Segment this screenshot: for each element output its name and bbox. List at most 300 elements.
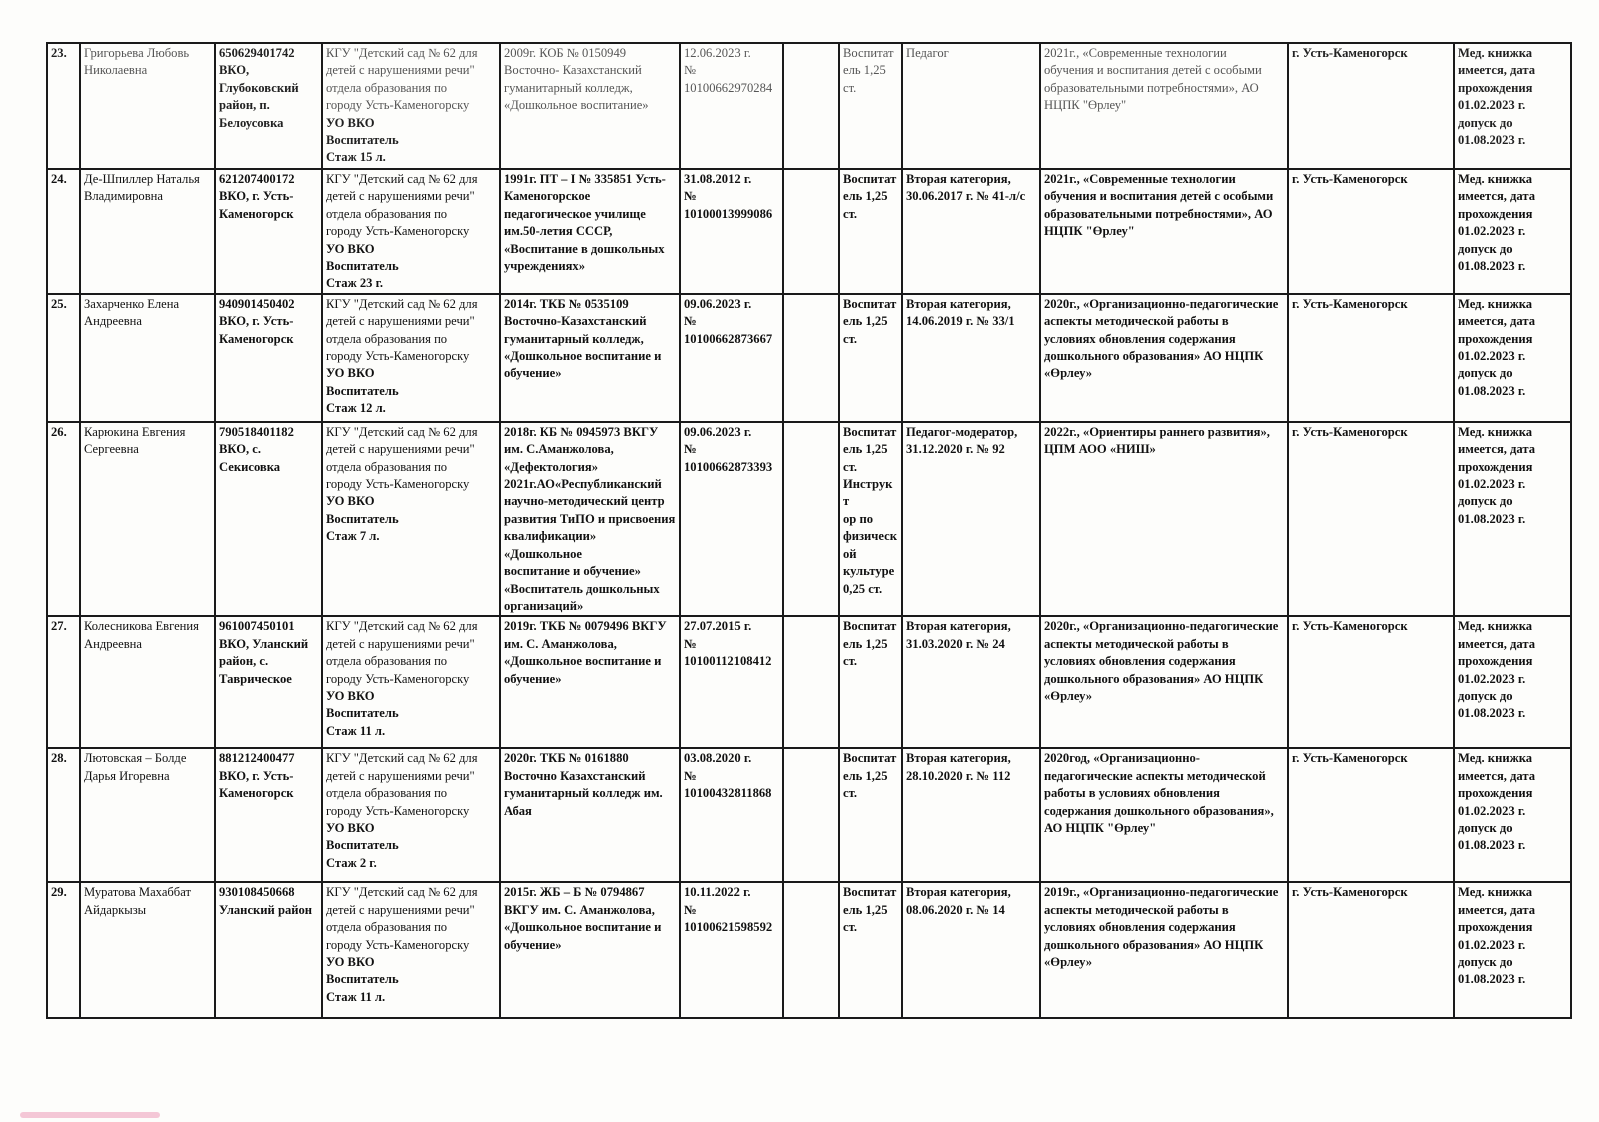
cell-certificate-line: 10100112108412: [684, 654, 772, 669]
cell-courses-line: обучения и воспитания детей с особыми: [1044, 189, 1274, 204]
cell-workplace-line: отдела образования по: [326, 654, 448, 669]
cell-workplace-line: детей с нарушениями речи": [326, 902, 475, 917]
cell-full-name-line: Захарченко Елена: [84, 296, 180, 311]
cell-position-line: ель 1,25: [843, 63, 886, 78]
cell-position: [839, 169, 902, 294]
cell-workplace-line: УО ВКО: [326, 366, 375, 381]
cell-iin-address-line: Белоусовка: [219, 115, 284, 130]
cell-city: [1288, 616, 1454, 748]
cell-education-line: обучение»: [504, 937, 562, 952]
cell-courses-line: 2022г., «Ориентиры раннего развития»,: [1044, 424, 1270, 439]
cell-medical-book-line: 01.08.2023 г.: [1458, 511, 1526, 526]
cell-position-line: ой: [843, 546, 857, 561]
cell-education-line: им. С.Аманжолова,: [504, 442, 614, 457]
cell-education-line: «Дошкольное воспитание и: [504, 654, 662, 669]
cell-medical-book-line: 01.08.2023 г.: [1458, 259, 1526, 274]
cell-full-name-line: Андреевна: [84, 636, 142, 651]
cell-education: [500, 882, 680, 1018]
cell-courses-line: «Өрлеу»: [1044, 366, 1093, 381]
cell-workplace-line: КГУ "Детский сад № 62 для: [326, 619, 478, 634]
cell-empty: [783, 616, 839, 748]
cell-number: [47, 616, 80, 748]
cell-courses-line: дошкольного образования» АО НЦПК: [1044, 937, 1264, 952]
cell-position: [839, 616, 902, 748]
cell-medical-book-line: Мед. книжка: [1458, 619, 1533, 634]
cell-workplace-line: Воспитатель: [326, 972, 399, 987]
cell-workplace-line: УО ВКО: [326, 115, 375, 130]
cell-position-line: ст.: [843, 80, 857, 95]
cell-iin-address: [215, 748, 322, 882]
cell-iin-address-line: 881212400477: [219, 751, 295, 766]
cell-iin-address-line: ВКО,: [219, 63, 250, 78]
cell-education-line: 2014г. ТКБ № 0535109: [504, 296, 629, 311]
table-row: [47, 422, 1571, 616]
cell-education-line: 2009г. КОБ № 0150949: [504, 46, 627, 60]
cell-workplace-line: городу Усть-Каменогорску: [326, 937, 470, 952]
cell-medical-book-line: имеется, дата: [1458, 768, 1536, 783]
cell-medical-book-line: имеется, дата: [1458, 442, 1536, 457]
cell-category: [902, 294, 1040, 422]
cell-iin-address: [215, 422, 322, 616]
cell-certificate-line: 10100662873393: [684, 459, 773, 474]
cell-education-line: 2018г. КБ № 0945973 ВКГУ: [504, 424, 659, 439]
cell-education-line: 1991г. ПТ – I № 335851 Усть-: [504, 172, 666, 186]
cell-position-line: ст.: [843, 459, 857, 474]
cell-iin-address: [215, 294, 322, 422]
table-row: [47, 43, 1571, 169]
cell-courses: [1040, 748, 1288, 882]
row-number: 28.: [51, 751, 67, 766]
row-number: 26.: [51, 424, 67, 439]
cell-workplace: [322, 882, 500, 1018]
cell-medical-book-line: имеется, дата: [1458, 189, 1536, 204]
cell-city: [1288, 294, 1454, 422]
cell-position-line: ст.: [843, 920, 857, 935]
cell-courses-line: аспекты методической работы в: [1044, 902, 1229, 917]
cell-medical-book-line: Мед. книжка: [1458, 46, 1533, 60]
cell-medical-book-line: допуск до: [1458, 241, 1513, 256]
cell-medical-book-line: 01.02.2023 г.: [1458, 803, 1526, 818]
cell-medical-book: [1454, 616, 1571, 748]
row-number: 27.: [51, 619, 67, 634]
cell-category: [902, 616, 1040, 748]
cell-iin-address: [215, 169, 322, 294]
cell-iin-address-line: Глубоковский: [219, 80, 299, 95]
cell-empty: [783, 294, 839, 422]
cell-position-line: Воспитат: [843, 751, 897, 766]
cell-workplace-line: УО ВКО: [326, 241, 375, 256]
cell-workplace-line: Стаж 15 л.: [326, 150, 386, 165]
cell-courses-line: условиях обновления содержания: [1044, 920, 1236, 935]
cell-courses: [1040, 294, 1288, 422]
cell-certificate-line: №: [684, 902, 697, 917]
cell-iin-address-line: 930108450668: [219, 885, 295, 900]
cell-iin-address-line: 961007450101: [219, 619, 295, 634]
cell-education-line: обучение»: [504, 366, 562, 381]
cell-workplace-line: Стаж 12 л.: [326, 401, 386, 416]
cell-iin-address-line: Каменогорск: [219, 786, 294, 801]
cell-medical-book-line: прохождения: [1458, 80, 1533, 95]
cell-position-line: 0,25 ст.: [843, 581, 883, 596]
cell-medical-book-line: 01.08.2023 г.: [1458, 383, 1526, 398]
cell-workplace-line: КГУ "Детский сад № 62 для: [326, 751, 478, 766]
cell-workplace-line: городу Усть-Каменогорску: [326, 803, 470, 818]
cell-category: [902, 882, 1040, 1018]
cell-iin-address-line: 621207400172: [219, 172, 295, 186]
cell-medical-book-line: прохождения: [1458, 459, 1533, 474]
row-number: 29.: [51, 885, 67, 900]
cell-position-line: ель 1,25: [843, 189, 888, 204]
cell-position: [839, 294, 902, 422]
cell-courses-line: 2019г., «Организационно-педагогические: [1044, 885, 1279, 900]
table-row: [47, 294, 1571, 422]
cell-certificate-line: 10100621598592: [684, 920, 773, 935]
cell-medical-book-line: прохождения: [1458, 920, 1533, 935]
cell-full-name-line: Андреевна: [84, 314, 142, 329]
cell-certificate-line: №: [684, 768, 697, 783]
cell-courses: [1040, 43, 1288, 169]
cell-city: [1288, 748, 1454, 882]
cell-certificate: [680, 43, 783, 169]
cell-medical-book-line: допуск до: [1458, 115, 1513, 130]
cell-empty: [783, 422, 839, 616]
cell-certificate-line: 12.06.2023 г.: [684, 46, 751, 60]
cell-education-line: им. С. Аманжолова,: [504, 636, 617, 651]
cell-courses-line: аспекты методической работы в: [1044, 636, 1229, 651]
cell-certificate-line: №: [684, 636, 697, 651]
cell-courses-line: АО НЦПК "Өрлеу": [1044, 820, 1157, 835]
cell-medical-book-line: Мед. книжка: [1458, 172, 1533, 186]
cell-category-line: 31.12.2020 г. № 92: [906, 442, 1005, 457]
staff-table: [46, 42, 1572, 1019]
cell-workplace-line: КГУ "Детский сад № 62 для: [326, 46, 478, 60]
cell-workplace-line: Воспитатель: [326, 838, 399, 853]
cell-iin-address-line: 790518401182: [219, 424, 294, 439]
cell-certificate: [680, 748, 783, 882]
cell-workplace-line: городу Усть-Каменогорску: [326, 224, 470, 239]
cell-workplace-line: Стаж 11 л.: [326, 723, 386, 738]
cell-education-line: 2021г.АО«Республиканский: [504, 477, 662, 492]
cell-education-line: ВКГУ им. С. Аманжолова,: [504, 902, 655, 917]
cell-category-line: Педагог: [906, 46, 949, 60]
cell-medical-book: [1454, 169, 1571, 294]
cell-workplace-line: отдела образования по: [326, 206, 448, 221]
cell-workplace-line: отдела образования по: [326, 459, 448, 474]
cell-certificate-line: 10100432811868: [684, 786, 772, 801]
cell-iin-address-line: ВКО, г. Усть-: [219, 768, 294, 783]
cell-full-name-line: Владимировна: [84, 189, 163, 204]
cell-workplace-line: отдела образования по: [326, 331, 448, 346]
cell-position-line: ель 1,25: [843, 902, 888, 917]
cell-medical-book-line: 01.02.2023 г.: [1458, 98, 1526, 113]
cell-certificate-line: 10.11.2022 г.: [684, 885, 751, 900]
cell-city: [1288, 422, 1454, 616]
row-number: 25.: [51, 296, 67, 311]
cell-full-name-line: Карюкина Евгения: [84, 424, 186, 439]
cell-position-line: физическ: [843, 529, 897, 544]
cell-courses: [1040, 882, 1288, 1018]
cell-education-line: 2020г. ТКБ № 0161880: [504, 751, 629, 766]
cell-courses-line: содержания дошкольного образования»,: [1044, 803, 1274, 818]
cell-iin-address-line: Каменогорск: [219, 331, 294, 346]
table-row: [47, 169, 1571, 294]
cell-position-line: Воспитат: [843, 424, 897, 439]
cell-education-line: Восточно-Казахстанский: [504, 314, 647, 329]
cell-position-line: ор по: [843, 511, 874, 526]
cell-category-line: 14.06.2019 г. № 33/1: [906, 314, 1015, 329]
cell-workplace-line: КГУ "Детский сад № 62 для: [326, 885, 478, 900]
cell-workplace-line: КГУ "Детский сад № 62 для: [326, 296, 478, 311]
cell-workplace-line: отдела образования по: [326, 786, 448, 801]
cell-workplace: [322, 616, 500, 748]
cell-category-line: Вторая категория,: [906, 296, 1011, 311]
cell-courses-line: обучения и воспитания детей с особыми: [1044, 63, 1262, 78]
cell-workplace-line: Воспитатель: [326, 259, 399, 274]
cell-certificate-line: 10100662970284: [684, 80, 773, 95]
cell-certificate-line: №: [684, 189, 697, 204]
cell-workplace-line: городу Усть-Каменогорску: [326, 98, 470, 113]
cell-category: [902, 748, 1040, 882]
cell-courses-line: аспекты методической работы в: [1044, 314, 1229, 329]
cell-medical-book-line: 01.02.2023 г.: [1458, 224, 1526, 239]
cell-full-name: [80, 169, 215, 294]
cell-iin-address-line: Секисовка: [219, 459, 281, 474]
cell-medical-book: [1454, 294, 1571, 422]
cell-medical-book-line: допуск до: [1458, 820, 1513, 835]
cell-courses-line: педагогические аспекты методической: [1044, 768, 1266, 783]
cell-full-name: [80, 882, 215, 1018]
cell-courses-line: условиях обновления содержания: [1044, 331, 1236, 346]
cell-courses-line: 2021г., «Современные технологии: [1044, 46, 1227, 60]
cell-certificate-line: №: [684, 314, 697, 329]
cell-iin-address-line: ВКО, Уланский: [219, 636, 309, 651]
cell-iin-address-line: ВКО, с.: [219, 442, 262, 457]
cell-medical-book-line: допуск до: [1458, 688, 1513, 703]
cell-courses-line: образовательными потребностями», АО: [1044, 206, 1273, 221]
cell-courses-line: работы в условиях обновления: [1044, 786, 1220, 801]
cell-medical-book-line: 01.02.2023 г.: [1458, 477, 1526, 492]
cell-position-line: ель 1,25: [843, 442, 888, 457]
cell-medical-book-line: допуск до: [1458, 366, 1513, 381]
cell-iin-address-line: район, с.: [219, 654, 269, 669]
cell-medical-book-line: Мед. книжка: [1458, 296, 1533, 311]
cell-certificate-line: 31.08.2012 г.: [684, 172, 752, 186]
cell-certificate-line: 03.08.2020 г.: [684, 751, 752, 766]
cell-number: [47, 882, 80, 1018]
cell-courses-line: ЦПМ АОО «НИШ»: [1044, 442, 1156, 457]
cell-category: [902, 43, 1040, 169]
cell-education: [500, 422, 680, 616]
cell-city-line: г. Усть-Каменогорск: [1292, 751, 1408, 766]
cell-certificate: [680, 294, 783, 422]
cell-certificate-line: 09.06.2023 г.: [684, 424, 752, 439]
cell-full-name-line: Де-Шпиллер Наталья: [84, 172, 200, 186]
cell-full-name-line: Лютовская – Болде: [84, 751, 187, 766]
cell-education-line: Каменогорское: [504, 189, 591, 204]
cell-iin-address-line: ВКО, г. Усть-: [219, 189, 294, 204]
cell-workplace-line: Воспитатель: [326, 511, 399, 526]
cell-category-line: Вторая категория,: [906, 619, 1011, 634]
cell-iin-address: [215, 882, 322, 1018]
cell-medical-book-line: допуск до: [1458, 954, 1513, 969]
cell-workplace-line: УО ВКО: [326, 820, 375, 835]
cell-education-line: воспитание и обучение»: [504, 564, 641, 579]
cell-education-line: им.50-летия СССР,: [504, 224, 613, 239]
cell-city: [1288, 882, 1454, 1018]
cell-position-line: Воспитат: [843, 172, 897, 186]
cell-education: [500, 748, 680, 882]
cell-education-line: обучение»: [504, 671, 562, 686]
cell-iin-address-line: 940901450402: [219, 296, 295, 311]
table-row: [47, 748, 1571, 882]
cell-education-line: организаций»: [504, 598, 584, 613]
cell-courses-line: 2020г., «Организационно-педагогические: [1044, 296, 1279, 311]
cell-workplace-line: УО ВКО: [326, 494, 375, 509]
cell-position: [839, 422, 902, 616]
cell-medical-book-line: 01.02.2023 г.: [1458, 671, 1526, 686]
cell-certificate-line: №: [684, 442, 697, 457]
cell-education-line: «Дефектология»: [504, 459, 599, 474]
cell-courses-line: 2020г., «Организационно-педагогические: [1044, 619, 1279, 634]
cell-full-name-line: Сергеевна: [84, 442, 139, 457]
cell-medical-book-line: 01.08.2023 г.: [1458, 972, 1526, 987]
cell-medical-book-line: Мед. книжка: [1458, 885, 1533, 900]
cell-medical-book-line: прохождения: [1458, 331, 1533, 346]
cell-courses: [1040, 422, 1288, 616]
cell-education: [500, 616, 680, 748]
cell-education-line: «Дошкольное воспитание»: [504, 98, 649, 113]
cell-medical-book-line: прохождения: [1458, 654, 1533, 669]
cell-courses: [1040, 169, 1288, 294]
cell-workplace-line: Воспитатель: [326, 706, 399, 721]
cell-iin-address-line: 650629401742: [219, 46, 295, 60]
cell-position-line: Воспитат: [843, 46, 894, 60]
cell-full-name-line: Николаевна: [84, 63, 148, 78]
cell-iin-address: [215, 616, 322, 748]
cell-certificate: [680, 169, 783, 294]
cell-medical-book-line: 01.08.2023 г.: [1458, 838, 1526, 853]
cell-medical-book: [1454, 422, 1571, 616]
cell-medical-book-line: 01.08.2023 г.: [1458, 706, 1526, 721]
scan-mark: [20, 1112, 160, 1118]
cell-number: [47, 422, 80, 616]
cell-position-line: ст.: [843, 206, 857, 221]
table-body: [47, 43, 1571, 1018]
cell-empty: [783, 882, 839, 1018]
cell-courses-line: 2020год, «Организационно-: [1044, 751, 1200, 766]
cell-category-line: Вторая категория,: [906, 885, 1011, 900]
cell-full-name-line: Колесникова Евгения: [84, 619, 199, 634]
cell-medical-book-line: 01.08.2023 г.: [1458, 133, 1526, 148]
cell-position-line: Воспитат: [843, 296, 897, 311]
cell-education-line: 2015г. ЖБ – Б № 0794867: [504, 885, 645, 900]
table-row: [47, 616, 1571, 748]
cell-education: [500, 294, 680, 422]
cell-education: [500, 169, 680, 294]
cell-medical-book-line: 01.02.2023 г.: [1458, 937, 1526, 952]
cell-medical-book-line: имеется, дата: [1458, 63, 1536, 78]
row-number: 24.: [51, 172, 67, 186]
cell-number: [47, 294, 80, 422]
table-row: [47, 882, 1571, 1018]
cell-workplace-line: детей с нарушениями речи": [326, 768, 475, 783]
cell-position-line: ст.: [843, 786, 857, 801]
cell-workplace-line: КГУ "Детский сад № 62 для: [326, 424, 478, 439]
cell-category-line: Вторая категория,: [906, 751, 1011, 766]
cell-number: [47, 748, 80, 882]
cell-education-line: научно-методический центр: [504, 494, 665, 509]
cell-city: [1288, 169, 1454, 294]
cell-empty: [783, 43, 839, 169]
cell-workplace-line: детей с нарушениями речи": [326, 636, 475, 651]
cell-position: [839, 882, 902, 1018]
cell-number: [47, 43, 80, 169]
cell-workplace-line: отдела образования по: [326, 80, 448, 95]
cell-education-line: гуманитарный колледж,: [504, 331, 644, 346]
cell-position-line: Воспитат: [843, 619, 897, 634]
cell-courses-line: дошкольного образования» АО НЦПК: [1044, 671, 1264, 686]
cell-courses-line: НЦПК "Өрлеу": [1044, 98, 1127, 113]
cell-education-line: «Воспитатель дошкольных: [504, 581, 660, 596]
cell-full-name-line: Айдаркызы: [84, 902, 147, 917]
cell-courses-line: НЦПК "Өрлеу": [1044, 224, 1135, 239]
cell-education-line: квалификации» «Дошкольное: [504, 529, 597, 561]
cell-iin-address-line: ВКО, г. Усть-: [219, 314, 294, 329]
cell-full-name: [80, 422, 215, 616]
cell-iin-address-line: Каменогорск: [219, 206, 294, 221]
cell-workplace-line: городу Усть-Каменогорску: [326, 349, 470, 364]
cell-city-line: г. Усть-Каменогорск: [1292, 46, 1408, 60]
cell-category: [902, 169, 1040, 294]
cell-category-line: 31.03.2020 г. № 24: [906, 636, 1005, 651]
cell-position: [839, 748, 902, 882]
cell-position-line: ель 1,25: [843, 314, 888, 329]
cell-medical-book-line: прохождения: [1458, 786, 1533, 801]
cell-medical-book: [1454, 882, 1571, 1018]
cell-certificate-line: №: [684, 63, 697, 78]
cell-workplace: [322, 422, 500, 616]
cell-education-line: учреждениях»: [504, 259, 586, 274]
cell-position-line: ель 1,25: [843, 768, 888, 783]
cell-workplace: [322, 294, 500, 422]
cell-position-line: культуре: [843, 564, 895, 579]
cell-courses-line: дошкольного образования» АО НЦПК: [1044, 349, 1264, 364]
cell-position-line: ель 1,25: [843, 636, 888, 651]
cell-workplace-line: УО ВКО: [326, 954, 375, 969]
cell-category-line: 08.06.2020 г. № 14: [906, 902, 1005, 917]
cell-full-name: [80, 616, 215, 748]
cell-full-name: [80, 294, 215, 422]
cell-full-name-line: Дарья Игоревна: [84, 768, 170, 783]
cell-full-name: [80, 748, 215, 882]
cell-workplace: [322, 748, 500, 882]
cell-certificate-line: 27.07.2015 г.: [684, 619, 752, 634]
cell-position: [839, 43, 902, 169]
cell-medical-book-line: имеется, дата: [1458, 314, 1536, 329]
cell-education-line: развития ТиПО и присвоения: [504, 511, 676, 526]
cell-iin-address: [215, 43, 322, 169]
cell-workplace-line: Стаж 11 л.: [326, 989, 386, 1004]
cell-courses-line: 2021г., «Современные технологии: [1044, 172, 1236, 186]
cell-workplace: [322, 43, 500, 169]
cell-position-line: ст.: [843, 331, 857, 346]
cell-education-line: гуманитарный колледж им.: [504, 786, 663, 801]
cell-full-name-line: Муратова Махаббат: [84, 885, 191, 900]
cell-workplace-line: Воспитатель: [326, 133, 399, 148]
cell-education-line: педагогическое училище: [504, 206, 646, 221]
cell-education-line: Абая: [504, 803, 532, 818]
cell-position-line: Инструкт: [843, 477, 893, 509]
